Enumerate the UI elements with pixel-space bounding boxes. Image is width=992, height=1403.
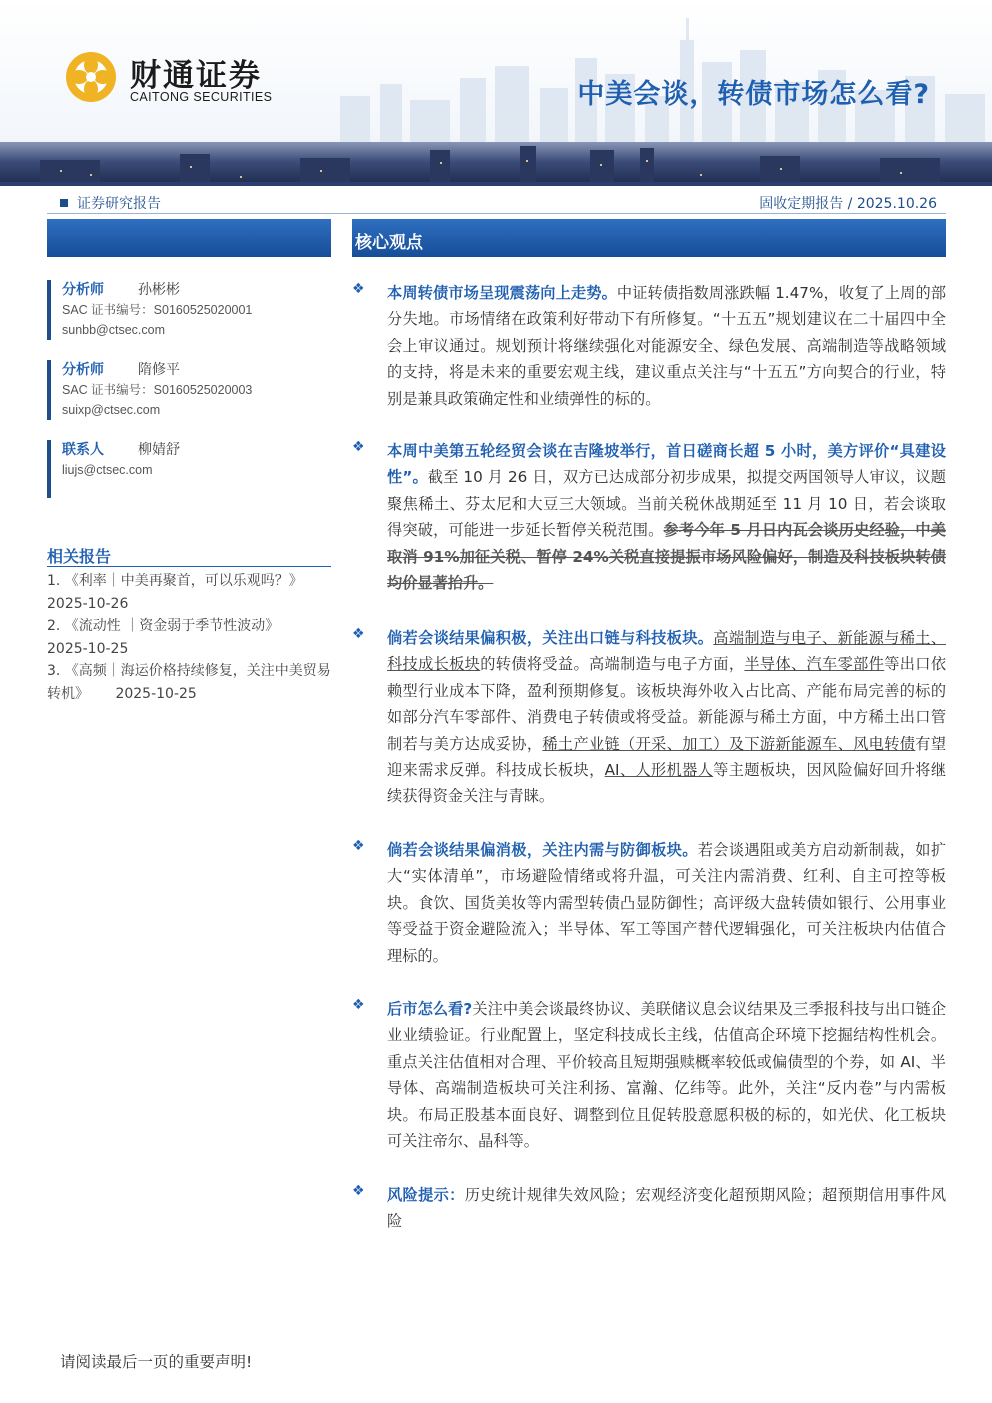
core-point-text	[387, 625, 946, 810]
header-divider	[47, 213, 946, 214]
core-point-text	[387, 996, 946, 1154]
core-point	[352, 438, 946, 596]
core-point-text	[387, 1182, 946, 1235]
related-report-title: 3. 《高频｜海运价格持续修复，关注中美贸易转机》	[47, 663, 331, 702]
core-point-lead: 倘若会谈结果偏消极，关注内需与防御板块。	[387, 841, 698, 859]
contact-role: 联系人	[62, 442, 104, 458]
related-reports-title: 相关报告	[47, 547, 112, 566]
core-views-title: 核心观点	[355, 233, 423, 253]
report-category	[60, 193, 161, 213]
related-report-date: 2025-10-25	[115, 685, 197, 702]
diamond-bullet-icon: ❖	[352, 1183, 365, 1199]
company-name-cn: 财通证券	[130, 58, 262, 94]
analyst-role: 分析师	[62, 362, 104, 378]
core-point	[352, 280, 946, 412]
related-report-title: 1. 《利率｜中美再聚首，可以乐观吗？》	[47, 573, 303, 589]
analyst-cert: SAC 证书编号：S0160525020003	[62, 383, 253, 397]
core-point-body: 若会谈遇阻或美方启动新制裁，如扩大“实体清单”，市场避险情绪或将升温，可关注内需消费、红利、自主可控等板块。食饮、国货美妆等内需型转债凸显防御性；高评级大盘转债如银行、公用事业等受益于资金避险流入；半导体、军工等国产替代逻辑强化，可关注板块内估值合理标的。	[387, 841, 947, 965]
related-report-date: 2025-10-25	[47, 640, 129, 657]
core-point	[352, 996, 946, 1154]
contact-card	[47, 440, 327, 498]
diamond-bullet-icon: ❖	[352, 281, 365, 297]
analyst-card	[47, 360, 327, 420]
core-point-body: 的转债将受益。高端制造与电子方面，	[480, 655, 745, 674]
analyst-card	[47, 280, 327, 340]
core-point-body: 等主题板块，因风险偏好回升将继续获得资金关注与青睐。	[387, 761, 947, 806]
related-report-item[interactable]	[47, 615, 337, 660]
related-report-title: 2. 《流动性 ｜资金弱于季节性波动》	[47, 618, 280, 634]
core-point-body: 截至 10 月 26 日，双方已达成部分初步成果，拟提交两国领导人审议，议题聚焦稀土、芬太尼和大豆三大领域。当前关税休战期延至 11 月 10 日，若会谈取得突破，可能进一步延长暂停关税范围。	[387, 468, 946, 540]
contact-email[interactable]: liujs@ctsec.com	[62, 463, 153, 477]
core-point-body: 有望迎来需求反弹。科技成长板块，	[387, 734, 947, 780]
core-point-text	[387, 280, 946, 412]
company-name-en: CAITONG SECURITIES	[130, 90, 273, 104]
struck-through-text: 参考今年 5 月日内瓦会谈历史经验，中美取消 91%加征关税、暂停 24%关税直接提振市场风险偏好，制造及科技板块转债均价显著抬升。	[387, 521, 946, 593]
core-point-body: 等出口依赖型行业成本下降，盈利预期修复。该板块海外收入占比高、产能布局完善的标的如部分汽车零部件、消费电子转债或将受益。新能源与稀土方面，中方稀土出口管制若与美方达成妥协，	[387, 655, 947, 753]
underlined-text: AI、人形机器人	[604, 761, 714, 780]
analyst-name: 孙彬彬	[138, 282, 180, 298]
core-point	[352, 1182, 946, 1235]
related-reports-divider	[47, 566, 331, 567]
core-point-lead: 倘若会谈结果偏积极，关注出口链与科技板块。	[387, 629, 714, 647]
analyst-name: 隋修平	[138, 362, 180, 378]
report-title: 中美会谈，转债市场怎么看?	[577, 79, 930, 110]
diamond-bullet-icon: ❖	[352, 626, 365, 642]
analyst-cert: SAC 证书编号：S0160525020001	[62, 303, 253, 317]
square-bullet-icon	[60, 199, 68, 207]
left-column-header-bar	[47, 219, 331, 257]
underlined-text: 高端制造与电子、新能源与稀土、科技成长板块	[387, 629, 947, 674]
core-point-text	[387, 438, 946, 596]
related-report-item[interactable]	[47, 660, 337, 705]
core-point-lead: 本周中美第五轮经贸会谈在吉隆坡举行，首日磋商长超 5 小时，美方评价“具建设性”。	[387, 442, 946, 487]
diamond-bullet-icon: ❖	[352, 439, 365, 455]
core-point	[352, 625, 946, 810]
core-views-header	[352, 219, 946, 257]
core-point-body: 中证转债指数周涨跌幅 1.47%，收复了上周的部分失地。市场情绪在政策利好带动下有所修复。“十五五”规划建议在二十届四中全会上审议通过。规划预计将继续强化对能源安全、绿色发展、高端制造等战略领域的支持，将是未来的重要宏观主线，建议重点关注与“十五五”方向契合的行业，特别是兼具政策确定性和业绩弹性的标的。	[387, 284, 947, 408]
underlined-text: 半导体、汽车零部件	[744, 655, 885, 674]
underlined-text: 稀土产业链（开采、加工）及下游新能源车、风电转债	[542, 734, 916, 753]
analyst-role: 分析师	[62, 282, 104, 298]
related-report-item[interactable]	[47, 570, 337, 615]
report-category-label: 证券研究报告	[77, 196, 161, 212]
core-point-lead: 后市怎么看?	[387, 1000, 473, 1018]
diamond-bullet-icon: ❖	[352, 997, 365, 1013]
related-reports-list	[47, 570, 337, 705]
report-type-date: 固收定期报告 / 2025.10.26	[759, 196, 937, 212]
related-report-date: 2025-10-26	[47, 595, 129, 612]
core-point-body: 历史统计规律失效风险；宏观经济变化超预期风险；超预期信用事件风险	[387, 1186, 947, 1231]
core-point-text	[387, 837, 946, 969]
company-logo	[62, 46, 302, 110]
analyst-email[interactable]: sunbb@ctsec.com	[62, 323, 166, 337]
disclaimer-note: 请阅读最后一页的重要声明!	[60, 1353, 253, 1371]
core-point-body: 关注中美会谈最终协议、美联储议息会议结果及三季报科技与出口链企业业绩验证。行业配置上，坚定科技成长主线，估值高企环境下挖掘结构性机会。重点关注估值相对合理、平价较高且短期强赎概率较低或偏债型的个券，如 AI、半导体、高端制造板块可关注利扬、富瀚、亿纬等。此外，关注“反内卷”与内需板块。布局正股基本面良好、调整到位且促转股意愿积极的标的，如光伏、化工板块可关注帝尔、晶科等。	[387, 1000, 947, 1151]
core-point-lead: 本周转债市场呈现震荡向上走势。	[387, 284, 617, 302]
core-point	[352, 837, 946, 969]
analyst-email[interactable]: suixp@ctsec.com	[62, 403, 161, 417]
diamond-bullet-icon: ❖	[352, 838, 365, 854]
caitong-emblem-icon	[62, 46, 120, 108]
contact-name: 柳婧舒	[138, 442, 180, 458]
core-point-lead: 风险提示：	[387, 1186, 465, 1204]
